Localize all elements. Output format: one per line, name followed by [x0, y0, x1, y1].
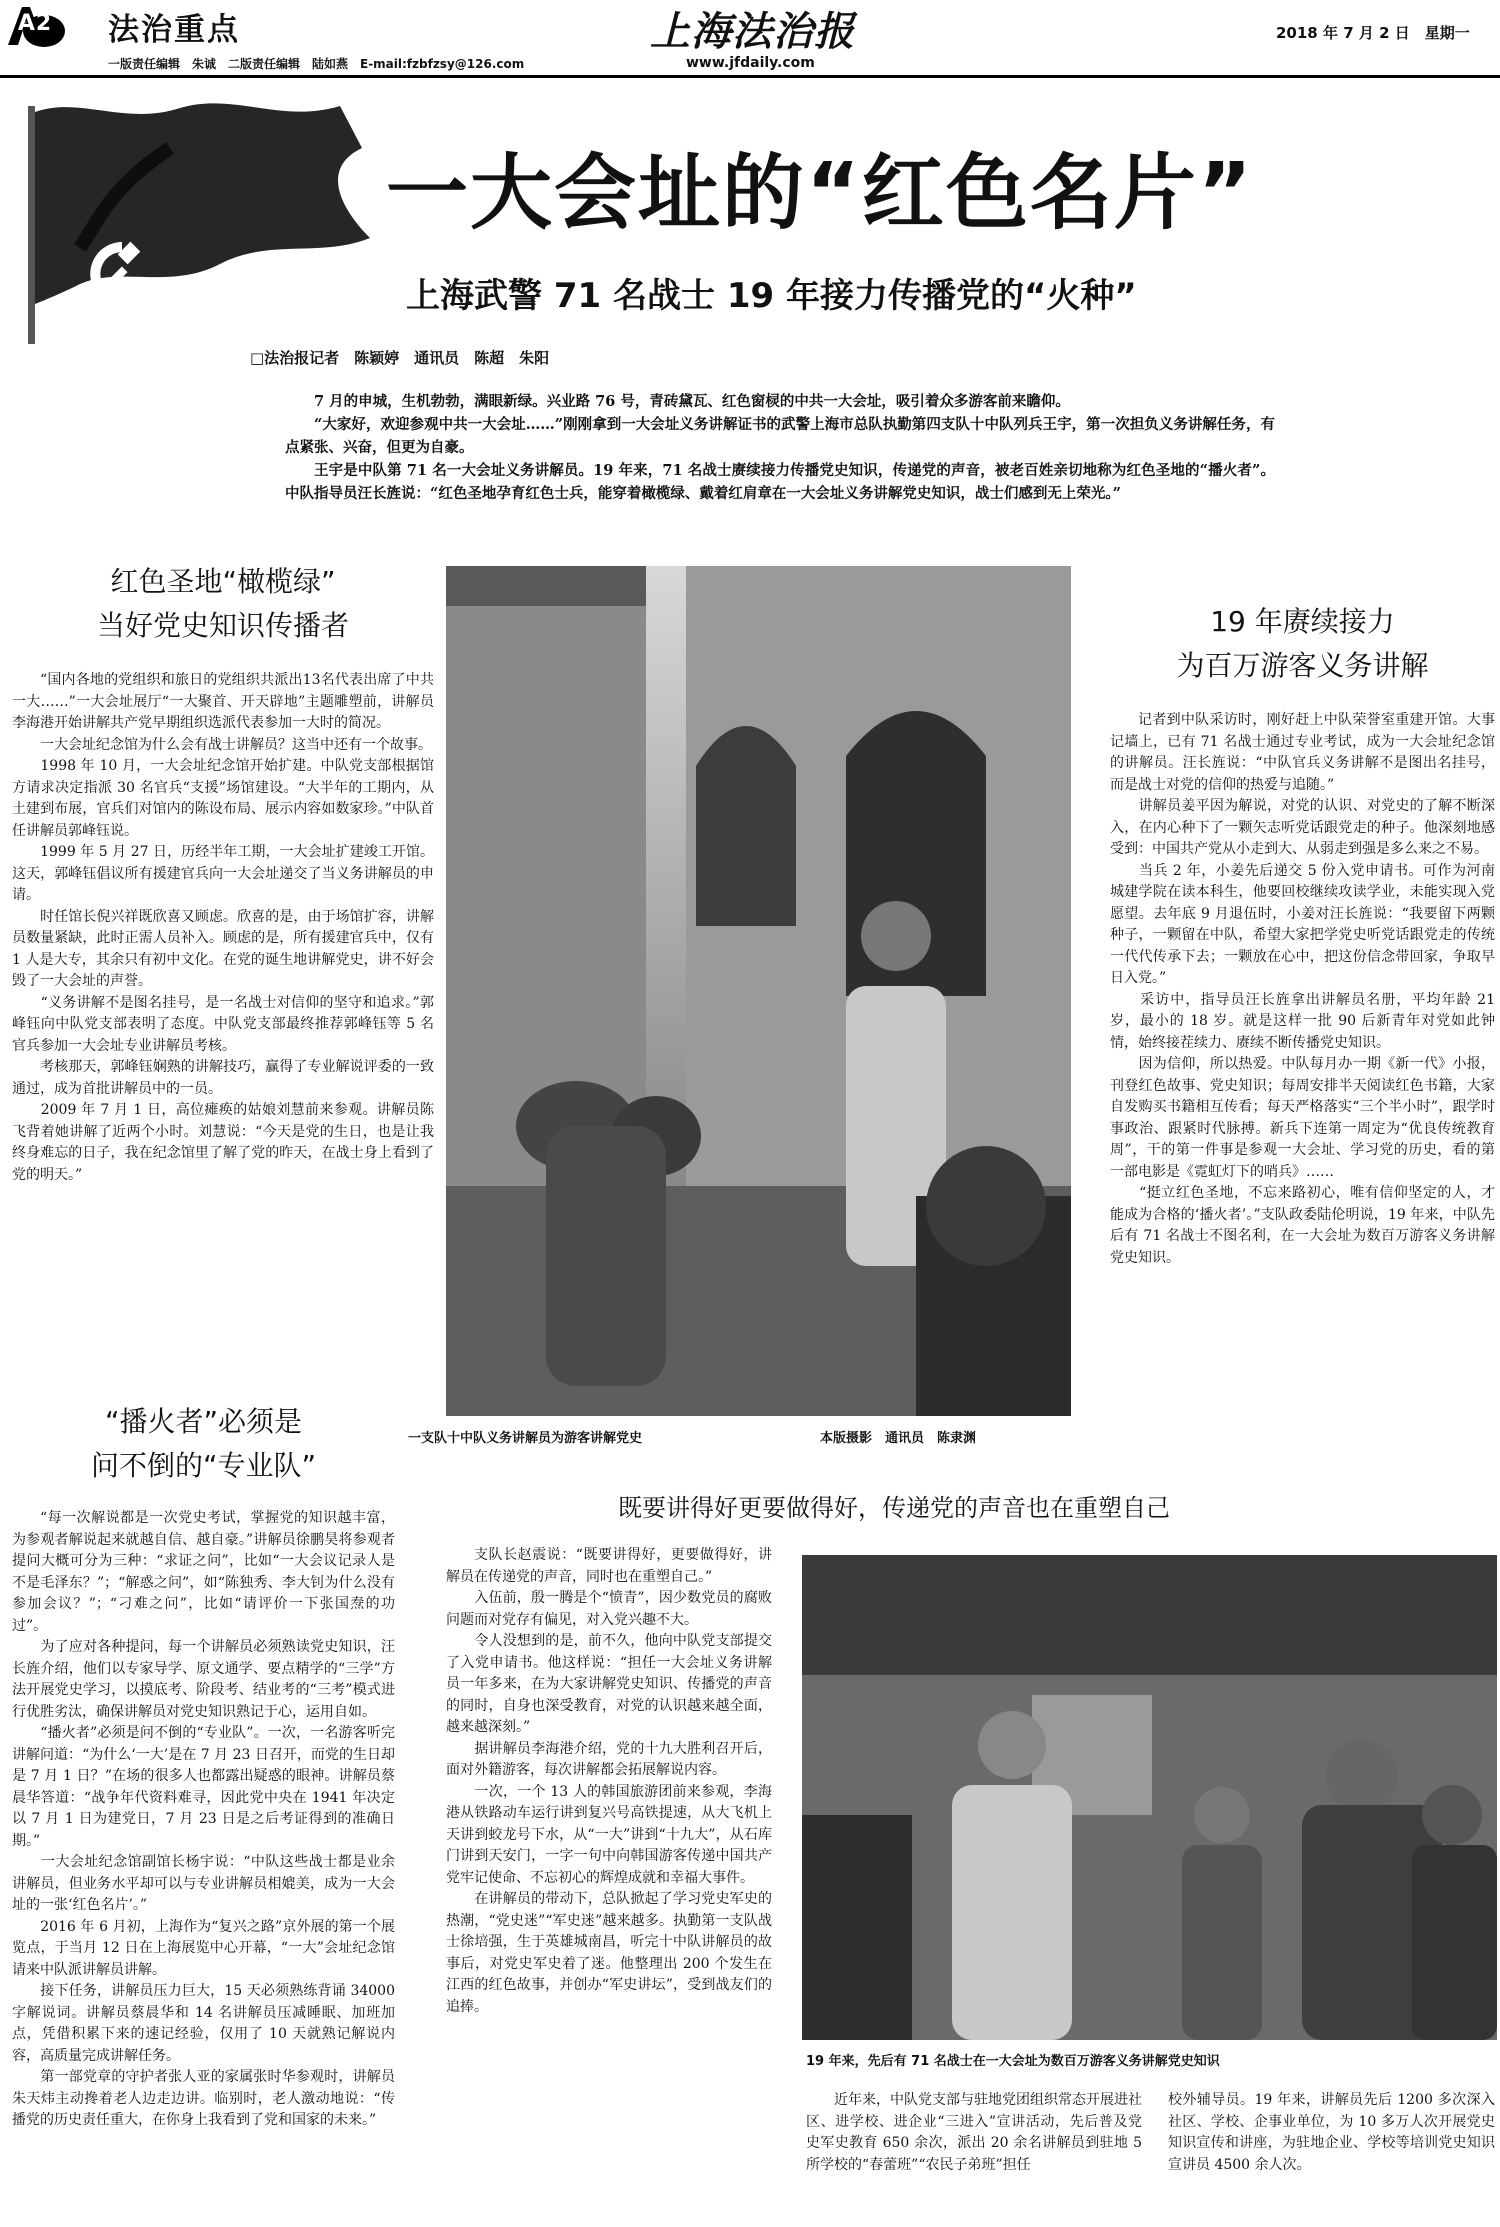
section3-title-line1: 19 年赓续接力 [1210, 605, 1395, 638]
issue-date: 2018 年 7 月 2 日 星期一 [1276, 24, 1470, 42]
section2-body: “每一次解说都是一次党史考试，掌握党的知识越丰富，为参观者解说起来就越自信、越自豪。”讲解员徐鹏昊将参观者提问大概可分为三种：“求证之问”，比如“一大会议记录人是不是毛泽东？”；“解惑之问”，如“陈独秀、李大钊为什么没有参加会议？”；“刁难之问”，比如“请评价一下张国焘的功过”。 为了应对各种提问，每一个讲解员必须熟读党史知识，汪长旌介绍，他们以专家导学、原文通学、要点精学的“三学”方法开展党史学习，以摸底考、阶段考、结业考的“三考”模式进行优胜劣汰，确保讲解员对党史知识熟记于心，运用自如。 “播火者”必须是问不倒的“专业队”。一次，一名游客听完讲解问道：“为什么‘一大’是在 7 月 23 日召开，而党的生日却是 7 月 1 日？”在场的很多人也都露出疑惑的眼神。讲解员蔡晨华答道：“战争年代资料难寻，因此党中央在 1941 年决定以 7 月 1 日为建党日，7 月 23 日是之后考证得到的准确日期。” 一大会址纪念馆副馆长杨宇说：“中队这些战士都是业余讲解员，但业务水平却可以与专业讲解员相媲美，成为一大会址的一张‘红色名片’。” 2016 年 6 月初，上海作为“复兴之路”京外展的第一个展览点，于当月 12 日在上海展览中心开幕，“一大”会址纪念馆请来中队派讲解员讲解。 接下任务，讲解员压力巨大，15 天必须熟练背诵 34000 字解说词。讲解员蔡晨华和 14 名讲解员压减睡眠、加班加点，凭借积累下来的速记经验，仅用了 10 天就熟记解说内容，高质量完成讲解任务。 第一部党章的守护者张人亚的家属张时华参观时，讲解员朱天炜主动搀着老人边走边讲。临别时，老人激动地说：“传播党的历史责任重大，在你身上我看到了党和国家的未来。” [12, 1510, 395, 2128]
section4-col1-body: 支队长赵震说：“既要讲得好，更要做得好，讲解员在传递党的声音，同时也在重塑自己。” 入伍前，殷一腾是个“愤青”，因少数党员的腐败问题而对党存有偏见，对入党兴趣不大。 令人没想到的是，前不久，他向中队党支部提交了入党申请书。他这样说：“担任一大会址义务讲解员一年多来，在为大家讲解党史知识、传播党的声音的同时，自身也深受教育，对党的认识越来越全面，越来越深刻。” 据讲解员李海港介绍，党的十九大胜利召开后，面对外籍游客，每次讲解都会拓展解说内容。 一次，一个 13 人的韩国旅游团前来参观，李海港从铁路动车运行讲到复兴号高铁提速，从大飞机上天讲到蛟龙号下水，从“一大”讲到“十九大”，从石库门讲到天安门，一字一句中向韩国游客传递中国共产党牢记使命、不忘初心的辉煌成就和幸福大事件。 在讲解员的带动下，总队掀起了学习党史军史的热潮，“党史迷”“军史迷”越来越多。执勤第一支队战士徐培强，生于英雄城南昌，听完十中队讲解员的故事后，对党史军史着了迷。他整理出 200 个发生在江西的红色故事，并创办“军史讲坛”，受到战友们的追捧。 [446, 1547, 772, 2015]
paper-logo: 上海法治报 [650, 8, 855, 55]
lead-paragraph: “大家好，欢迎参观中共一大会址……”刚刚拿到一大会址义务讲解证书的武警上海市总队执勤第四支队十中队列兵王宇，第一次担负义务讲解任务，有点紧张、兴奋，但更为自豪。 [285, 416, 1275, 456]
photo-soldiers [802, 1555, 1497, 2040]
section4-col3 [1168, 2090, 1495, 2176]
lead-paragraph: 7 月的申城，生机勃勃，满眼新绿。兴业路 76 号，青砖黛瓦、红色窗棂的中共一大会址，吸引着众多游客前来瞻仰。 [314, 393, 1070, 410]
section3 [1110, 600, 1495, 1269]
section2 [12, 1400, 395, 2132]
section2-title-line1: “播火者”必须是 [104, 1405, 302, 1438]
photo-soldiers-image [802, 1555, 1497, 2040]
section4-title: 既要讲得好更要做得好，传递党的声音也在重塑自己 [618, 1494, 1170, 1522]
section3-title-line2: 为百万游客义务讲解 [1176, 649, 1429, 682]
section4-col2-body: 近年来，中队党支部与驻地党团组织常态开展进社区、进学校、进企业“三进入”宣讲活动，先后普及党史军史教育 650 余次，派出 20 余名讲解员到驻地 5 所学校的“春蕾班”“农民子弟班”担任 [806, 2092, 1142, 2173]
section2-title-line2: 问不倒的“专业队” [90, 1449, 316, 1482]
section1-body: “国内各地的党组织和旅日的党组织共派出13名代表出席了中共一大……”一大会址展厅“一大聚首、开天辟地”主题雕塑前，讲解员李海港开始讲解共产党早期组织选派代表参加一大时的简况。 一大会址纪念馆为什么会有战士讲解员？这当中还有一个故事。 1998 年 10 月，一大会址纪念馆开始扩建。中队党支部根据馆方请求决定指派 30 名官兵“支援”场馆建设。“大半年的工期内，从土建到布展，官兵们对馆内的陈设布局、展示内容如数家珍。”中队首任讲解员郭峰钰说。 1999 年 5 月 27 日，历经半年工期，一大会址扩建竣工开馆。这天，郭峰钰倡议所有援建官兵向一大会址递交了当义务讲解员的申请。 时任馆长倪兴祥既欣喜又顾虑。欣喜的是，由于场馆扩容，讲解员数量紧缺，此时正需人员补入。顾虑的是，所有援建官兵中，仅有 1 人是大专，其余只有初中文化。在党的诞生地讲解党史，讲不好会毁了一大会址的声誉。 “义务讲解不是图名挂号，是一名战士对信仰的坚守和追求。”郭峰钰向中队党支部表明了态度。中队党支部最终推荐郭峰钰等 5 名官兵参加一大会址专业讲解员考核。 考核那天，郭峰钰娴熟的讲解技巧，赢得了专业解说评委的一致通过，成为首批讲解员中的一员。 2009 年 7 月 1 日，高位瘫痪的姑娘刘慧前来参观。讲解员陈飞背着她讲解了近两个小时。刘慧说：“今天是党的生日，也是让我终身难忘的日子，我在纪念馆里了解了党的昨天，在战士身上看到了党的明天。” [12, 672, 434, 1183]
photo2-caption: 19 年来，先后有 71 名战士在一大会址为数百万游客义务讲解党史知识 [806, 2054, 1220, 2069]
photo-guide-tour [446, 566, 1071, 1416]
website: www.jfdaily.com [686, 55, 815, 71]
sub-headline: 上海武警 71 名战士 19 年接力传播党的“火种” [406, 276, 1137, 316]
masthead-rule [0, 75, 1500, 78]
photo1-caption: 一支队十中队义务讲解员为游客讲解党史 [408, 1431, 643, 1446]
page-number: A2 [17, 11, 53, 36]
editors-line: 一版责任编辑 朱诚 二版责任编辑 陆如燕 E-mail:fzbfzsy@126.com [108, 57, 525, 71]
section1 [12, 560, 434, 1186]
byline: □法治报记者 陈颖婷 通讯员 陈超 朱阳 [250, 349, 550, 367]
section1-title-line1: 红色圣地“橄榄绿” [110, 565, 336, 598]
party-flag-icon [20, 88, 390, 348]
page-number-badge [0, 5, 66, 49]
lead-block [285, 390, 1275, 505]
party-flag-image [20, 88, 390, 348]
section3-body: 记者到中队采访时，刚好赶上中队荣誉室重建开馆。大事记墙上，已有 71 名战士通过专业考试，成为一大会址纪念馆的讲解员。汪长旌说：“中队官兵义务讲解不是图出名挂号，而是战士对党的信仰的热爱与追随。” 讲解员姜平因为解说，对党的认识、对党史的了解不断深入，在内心种下了一颗矢志听党话跟党走的种子。他深刻地感受到：中国共产党从小走到大、从弱走到强是多么来之不易。 当兵 2 年，小姜先后递交 5 份入党申请书。可作为河南城建学院在读本科生，他要回校继续攻读学业，未能实现入党愿望。去年底 9 月退伍时，小姜对汪长旌说：“我要留下两颗种子，一颗留在中队，希望大家把学党史听党话跟党走的传统一代代传承下去；一颗放在心中，把这份信念带回家，争取早日入党。” 采访中，指导员汪长旌拿出讲解员名册，平均年龄 21 岁，最小的 18 岁。就是这样一批 90 后新青年对党如此钟情，始终接茬续力、赓续不断传播党史知识。 因为信仰，所以热爱。中队每月办一期《新一代》小报，刊登红色故事、党史知识；每周安排半天阅读红色书籍，大家自发购买书籍相互传看；每天严格落实“三个半小时”，跟学时事政治、跟紧时代脉搏。新兵下连第一周定为“优良传统教育周”，干的第一件事是参观一大会址、学习党的历史，看的第一部电影是《霓虹灯下的哨兵》…… “挺立红色圣地，不忘来路初心，唯有信仰坚定的人，才能成为合格的‘播火者’。”支队政委陆伦明说，19 年来，中队先后有 71 名战士不图名利，在一大会址为数百万游客义务讲解党史知识。 [1110, 712, 1495, 1266]
section-name: 法治重点 [108, 12, 240, 48]
section4-col1 [446, 1545, 772, 2018]
lead-paragraph: 王宇是中队第 71 名一大会址义务讲解员。19 年来，71 名战士赓续接力传播党史知识，传递党的声音，被老百姓亲切地称为红色圣地的“播火者”。中队指导员汪长旌说：“红色圣地孕育红色士兵，能穿着橄榄绿、戴着红肩章在一大会址义务讲解党史知识，战士们感到无上荣光。” [285, 462, 1275, 502]
photo-guide-tour-image [446, 566, 1071, 1416]
section4-col2 [806, 2090, 1142, 2176]
section1-title-line2: 当好党史知识传播者 [96, 609, 349, 642]
photo1-credit: 本版摄影 通讯员 陈隶渊 [820, 1431, 977, 1446]
section4-col3-body: 校外辅导员。19 年来，讲解员先后 1200 多次深入社区、学校、企事业单位，为 10 多万人次开展党史知识宣传和讲座，为驻地企业、学校等培训党史知识宣讲员 4500 余人次。 [1168, 2092, 1495, 2173]
main-headline: 一大会址的“红色名片” [386, 146, 1254, 241]
